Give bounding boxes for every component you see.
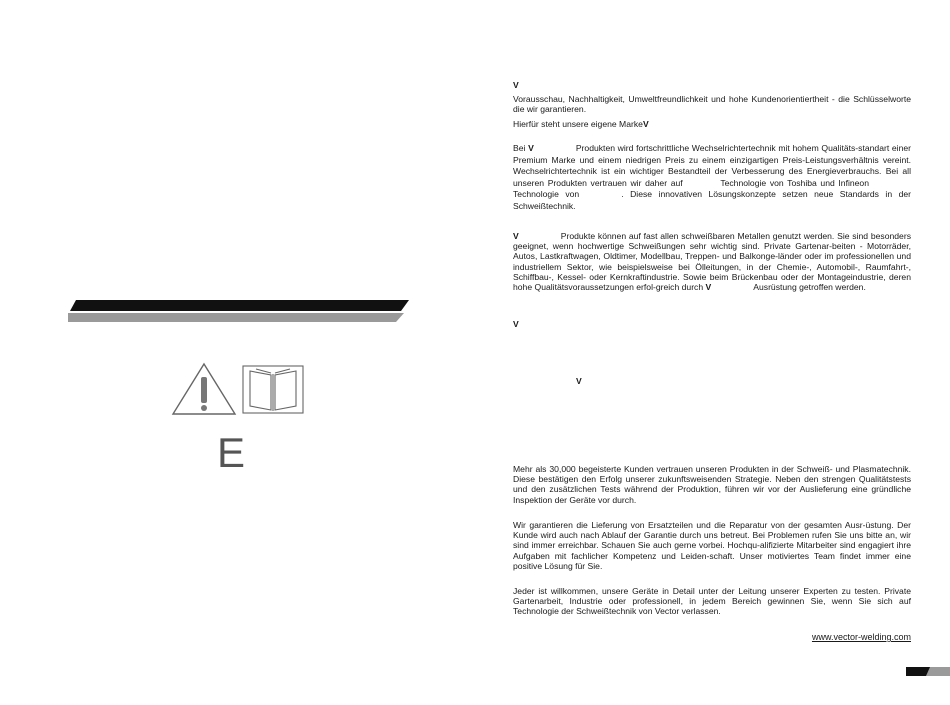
technology-paragraph [513,143,911,213]
invitation-paragraph: Jeder ist willkommen, unsere Geräte in Detail unter der Leitung unserer Experten zu testen. Private Gartenarbeit, Industrie oder professionell, in jedem Bereich gewinnen Sie, wenn Sie sich auf Technologie der Schweißtechnik von Vector verlassen. [513,586,911,617]
brand-initial-5: V [705,282,712,293]
app-text-b: Ausrüstung getroffen werden. [753,282,866,293]
service-paragraph: Wir garantieren die Lieferung von Ersatzteilen und die Reparatur von der gesamten Ausr-üstung. Der Kunde wird auch nach Ablauf der Garantie durch uns betreut. Bei Problemen rufen Sie uns bitte an, wir sind immer erreichbar. Schauen Sie auch gerne vorbei. Hochqu-alifizierte Mitarbeiter sind engagiert ihre Aufgaben mit fachlicher Kompetenz und Leiden-schaft. Unser motiviertes Team findet immer eine positive Lösung für Sie. [513,520,911,571]
language-code: E [217,429,246,476]
intro-paragraph: Vorausschau, Nachhaltigkeit, Umweltfreundlichkeit und hohe Kundenorientiertheit - die Schlüsselworte die wir garantieren. [513,94,911,115]
page-marker [906,667,950,676]
tech-text-c: Technologie von [513,189,580,200]
applications-paragraph [513,231,911,292]
brand-initial-6: V [513,319,519,329]
warning-triangle-icon [171,362,237,416]
tech-text-a: Produkten wird fortschrittliche Wechselrichtertechnik mit hohem Qualitäts-standart einer Premium Marke und einem niedrigen Preis zu einem einzigartigen Preis-Leistungsverhältnis vereint. Wechselrichtertechnik ist ein wichtiger Bestandteil der Verbesserung des Energieverbrauchs. Bei all unseren Produkten vertrauen wir daher auf [513,143,911,188]
tech-prefix: Bei [513,143,529,153]
customers-paragraph: Mehr als 30,000 begeisterte Kunden vertrauen unseren Produkten in der Schweiß- und Plasmatechnik. Diese bestätigen den Erfolg unserer zukunftsweisenden Strategie. Neben den strengen Qualitätstests und den zusätzlichen Tests während der Produktion, führen wir vor der Auslieferung eine gründliche Inspektion der Geräte vor durch. [513,464,911,505]
open-book-icon [242,365,304,415]
tech-text-d: . Diese innovativen Lösungskonzepte setzen neue Standards in der Schweißtechnik. [513,189,911,211]
brand-line [513,119,911,129]
brand-initial-1: V [513,80,519,90]
brand-initial-7: V [576,376,582,386]
brand-initial-2: V [642,119,649,129]
brand-initial-3: V [528,143,534,153]
tech-text-b: Technologie von Toshiba und Infineon [720,177,869,188]
app-text-a: Produkte können auf fast allen schweißbaren Metallen genutzt werden. Sie sind besonders geeignet, wenn hochwertige Schweißungen sehr wichtig sind. Private Gartenar-beiten - Motorräder, Autos, Lastkraftwagen, Oldtimer, Modellbau, Treppen- und Balkonge-länder oder im professionellen und industriellem Sektor, wie beispielsweise bei Ölleitungen, in der Chemie-, Automobil-, Raumfahrt-, Schiffbau-, Kessel- oder Kernkraftindustrie. Sowie beim Brückenbau oder der Montageindustrie, deren hohe Qualitätsvoraussetzungen erfol-greich durch [513,231,911,293]
brand-line-text: Hierfür steht unsere eigene Marke [513,119,643,129]
brand-initial-4: V [513,231,519,241]
website-link[interactable]: www.vector-welding.com [811,632,911,642]
